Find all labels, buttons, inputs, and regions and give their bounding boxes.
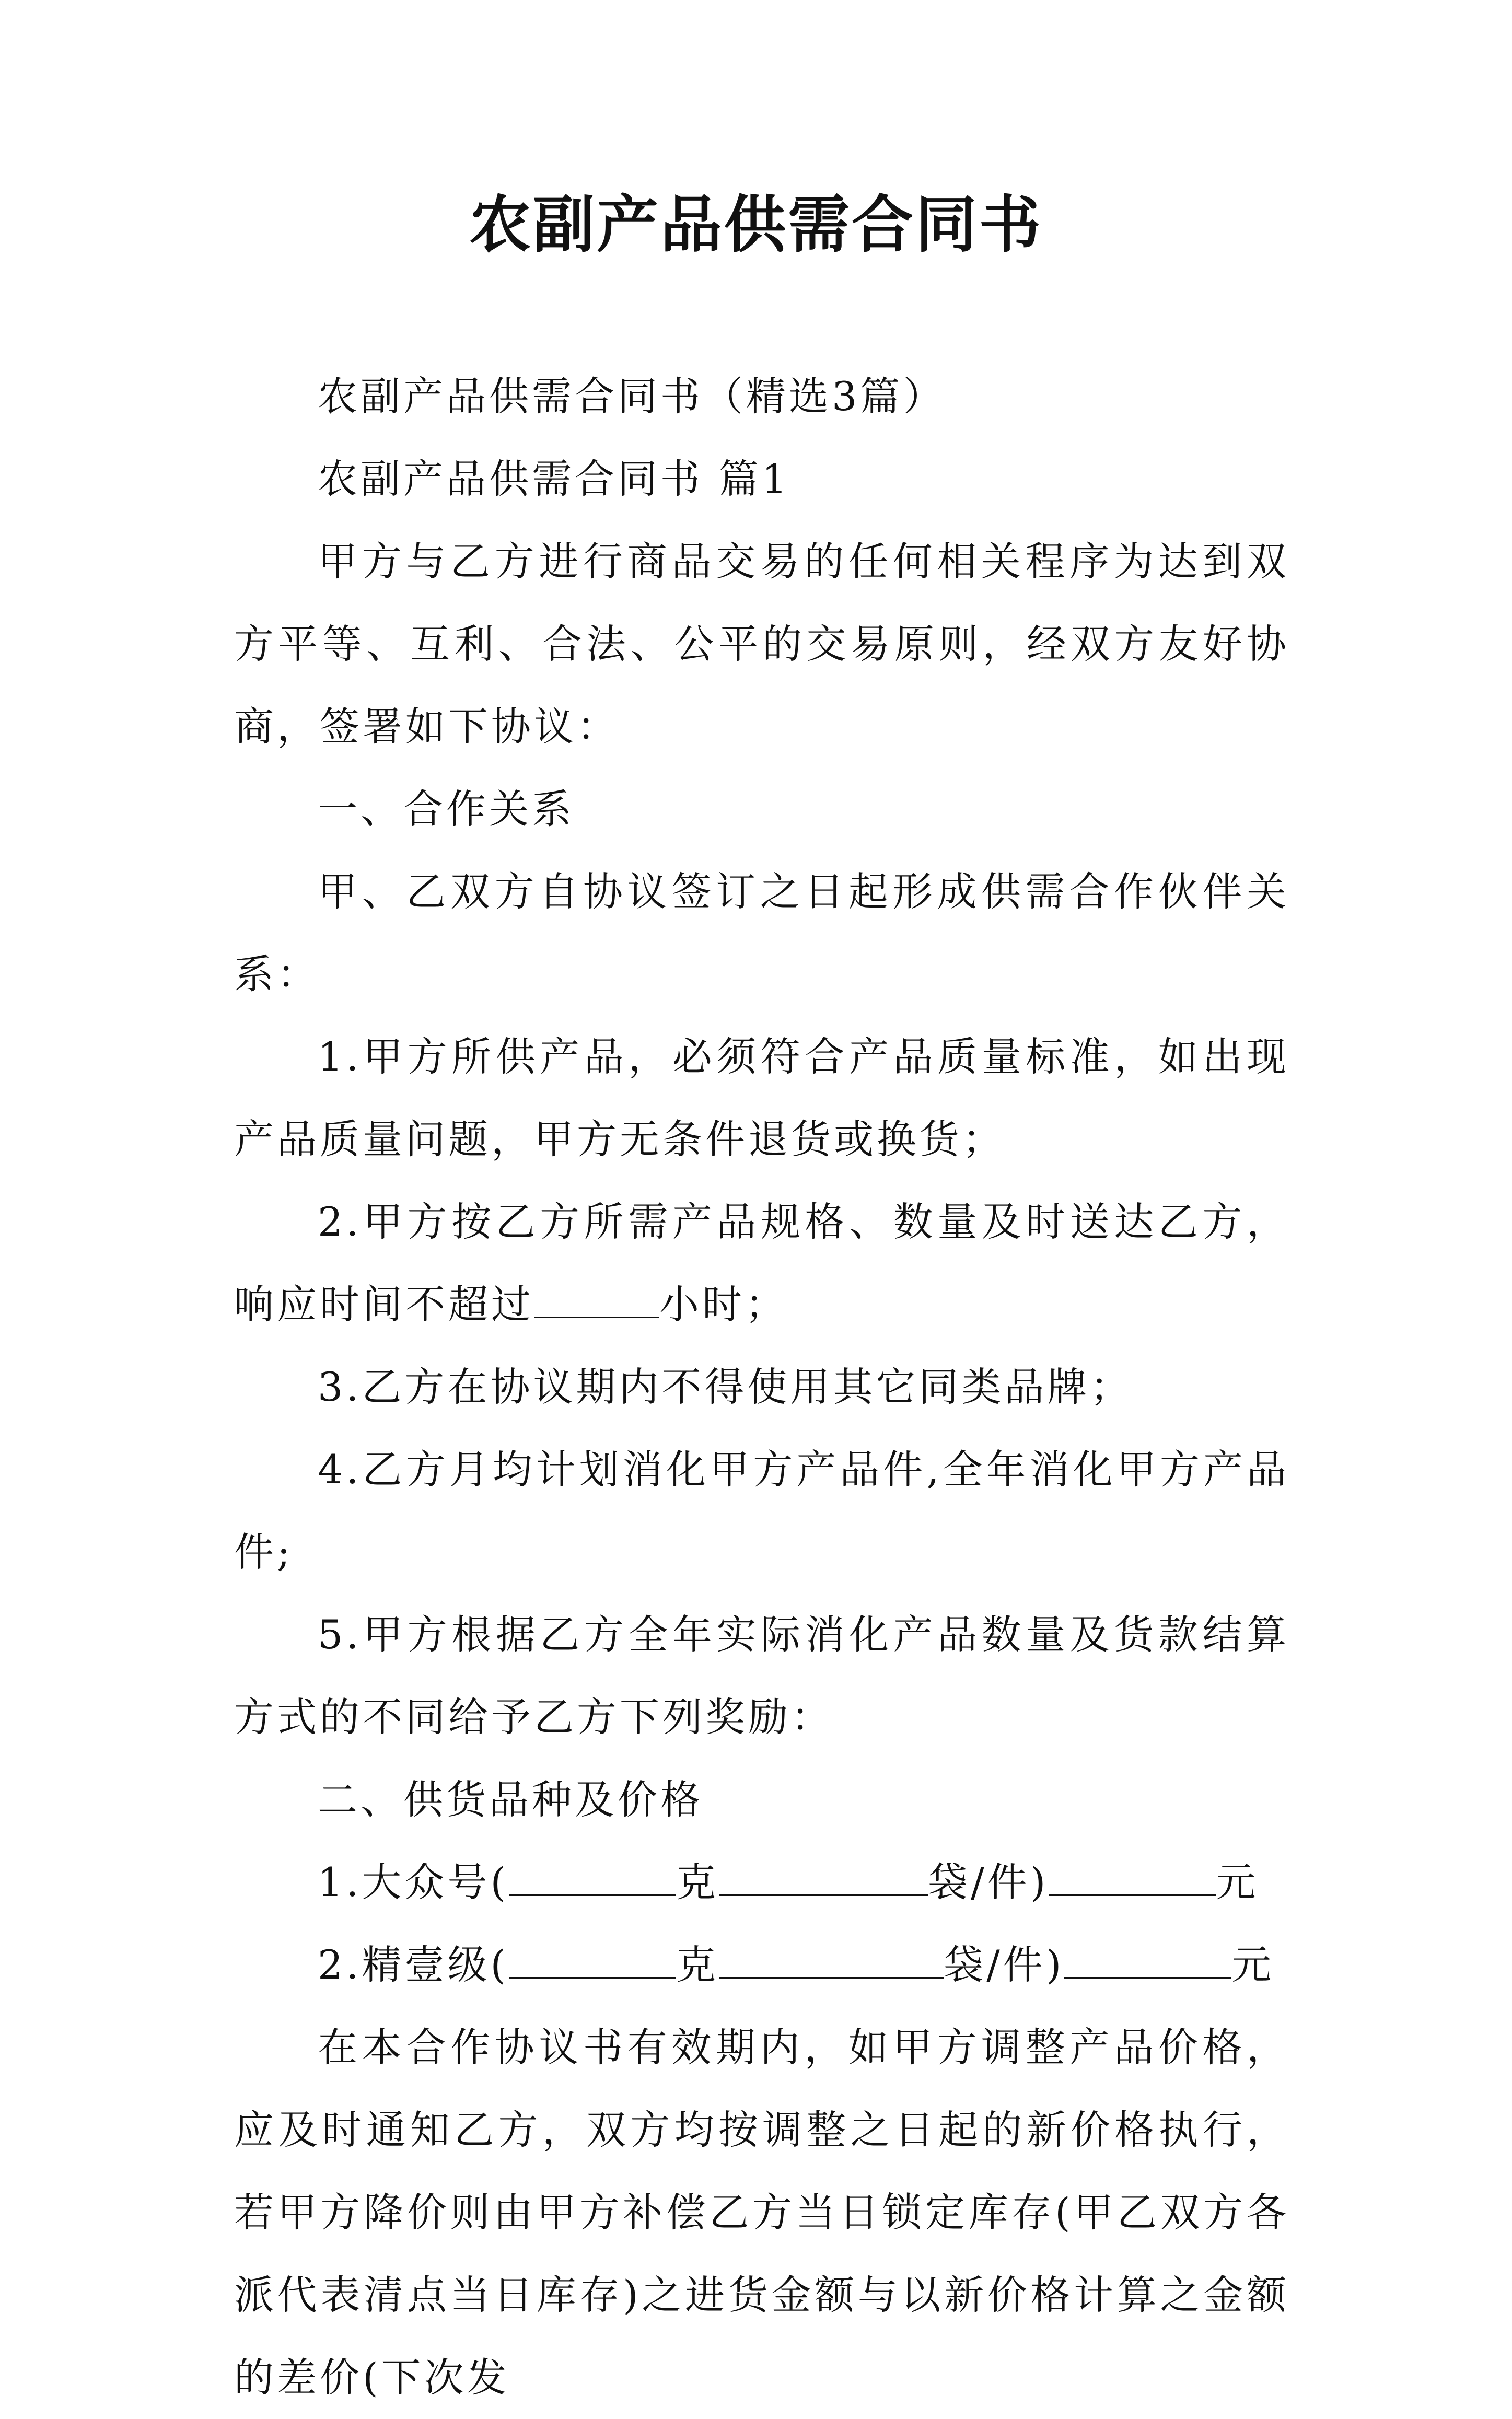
price-2-label: 2.精壹级( [318,1941,509,1988]
intro-paragraph: 甲方与乙方进行商品交易的任何相关程序为达到双方平等、互利、合法、公平的交易原则，经双方友好协商，签署如下协议： [234,538,1289,750]
clause-5: 5.甲方根据乙方全年实际消化产品数量及货款结算方式的不同给予乙方下列奖励： [234,1611,1289,1740]
section-heading: 农副产品供需合同书 篇1 [318,456,790,502]
price-2-amount-blank [1064,1945,1231,1979]
price-1-currency: 元 [1216,1859,1259,1905]
document-body [234,355,1289,2419]
price-2-currency: 元 [1231,1941,1275,1988]
price-line-1 [234,1841,1289,1924]
price-line-2 [234,1924,1289,2006]
price-2-grams-unit: 克 [676,1941,719,1988]
price-2-grams-blank [509,1945,676,1979]
clause-2-unit: 小时； [659,1281,788,1328]
subtitle-line: 农副产品供需合同书（精选3篇） [318,373,946,420]
clause-1: 1.甲方所供产品，必须符合产品质量标准，如出现产品质量问题，甲方无条件退货或换货； [234,1033,1289,1162]
price-1-grams-blank [509,1862,676,1896]
heading-supply: 二、供货品种及价格 [318,1776,703,1823]
price-1-bags-blank [719,1862,928,1896]
price-1-label: 1.大众号( [318,1859,509,1905]
document-title: 农副产品供需合同书 [469,188,1043,261]
cooperation-paragraph: 甲、乙双方自协议签订之日起形成供需合作伙伴关系： [234,868,1289,997]
price-2-bags-unit: 袋/件) [944,1941,1065,1988]
price-1-grams-unit: 克 [676,1859,719,1905]
price-1-bags-unit: 袋/件) [928,1859,1049,1905]
price-2-bags-blank [719,1945,944,1979]
clause-2 [234,1181,1289,1346]
clause-2-text: 2.甲方按乙方所需产品规格、数量及时送达乙方，响应时间不超过 [234,1199,1289,1328]
heading-cooperation: 一、合作关系 [318,786,575,832]
clause-4: 4.乙方月均计划消化甲方产品件,全年消化甲方产品件; [234,1446,1289,1575]
clause-3: 3.乙方在协议期内不得使用其它同类品牌； [318,1364,1133,1410]
price-1-amount-blank [1049,1862,1216,1896]
response-hours-blank [534,1284,659,1318]
price-adjustment-paragraph: 在本合作协议书有效期内，如甲方调整产品价格，应及时通知乙方，双方均按调整之日起的新价格执行，若甲方降价则由甲方补偿乙方当日锁定库存(甲乙双方各派代表清点当日库存)之进货金额与以新价格计算之金额的差价(下次发 [234,2024,1289,2401]
